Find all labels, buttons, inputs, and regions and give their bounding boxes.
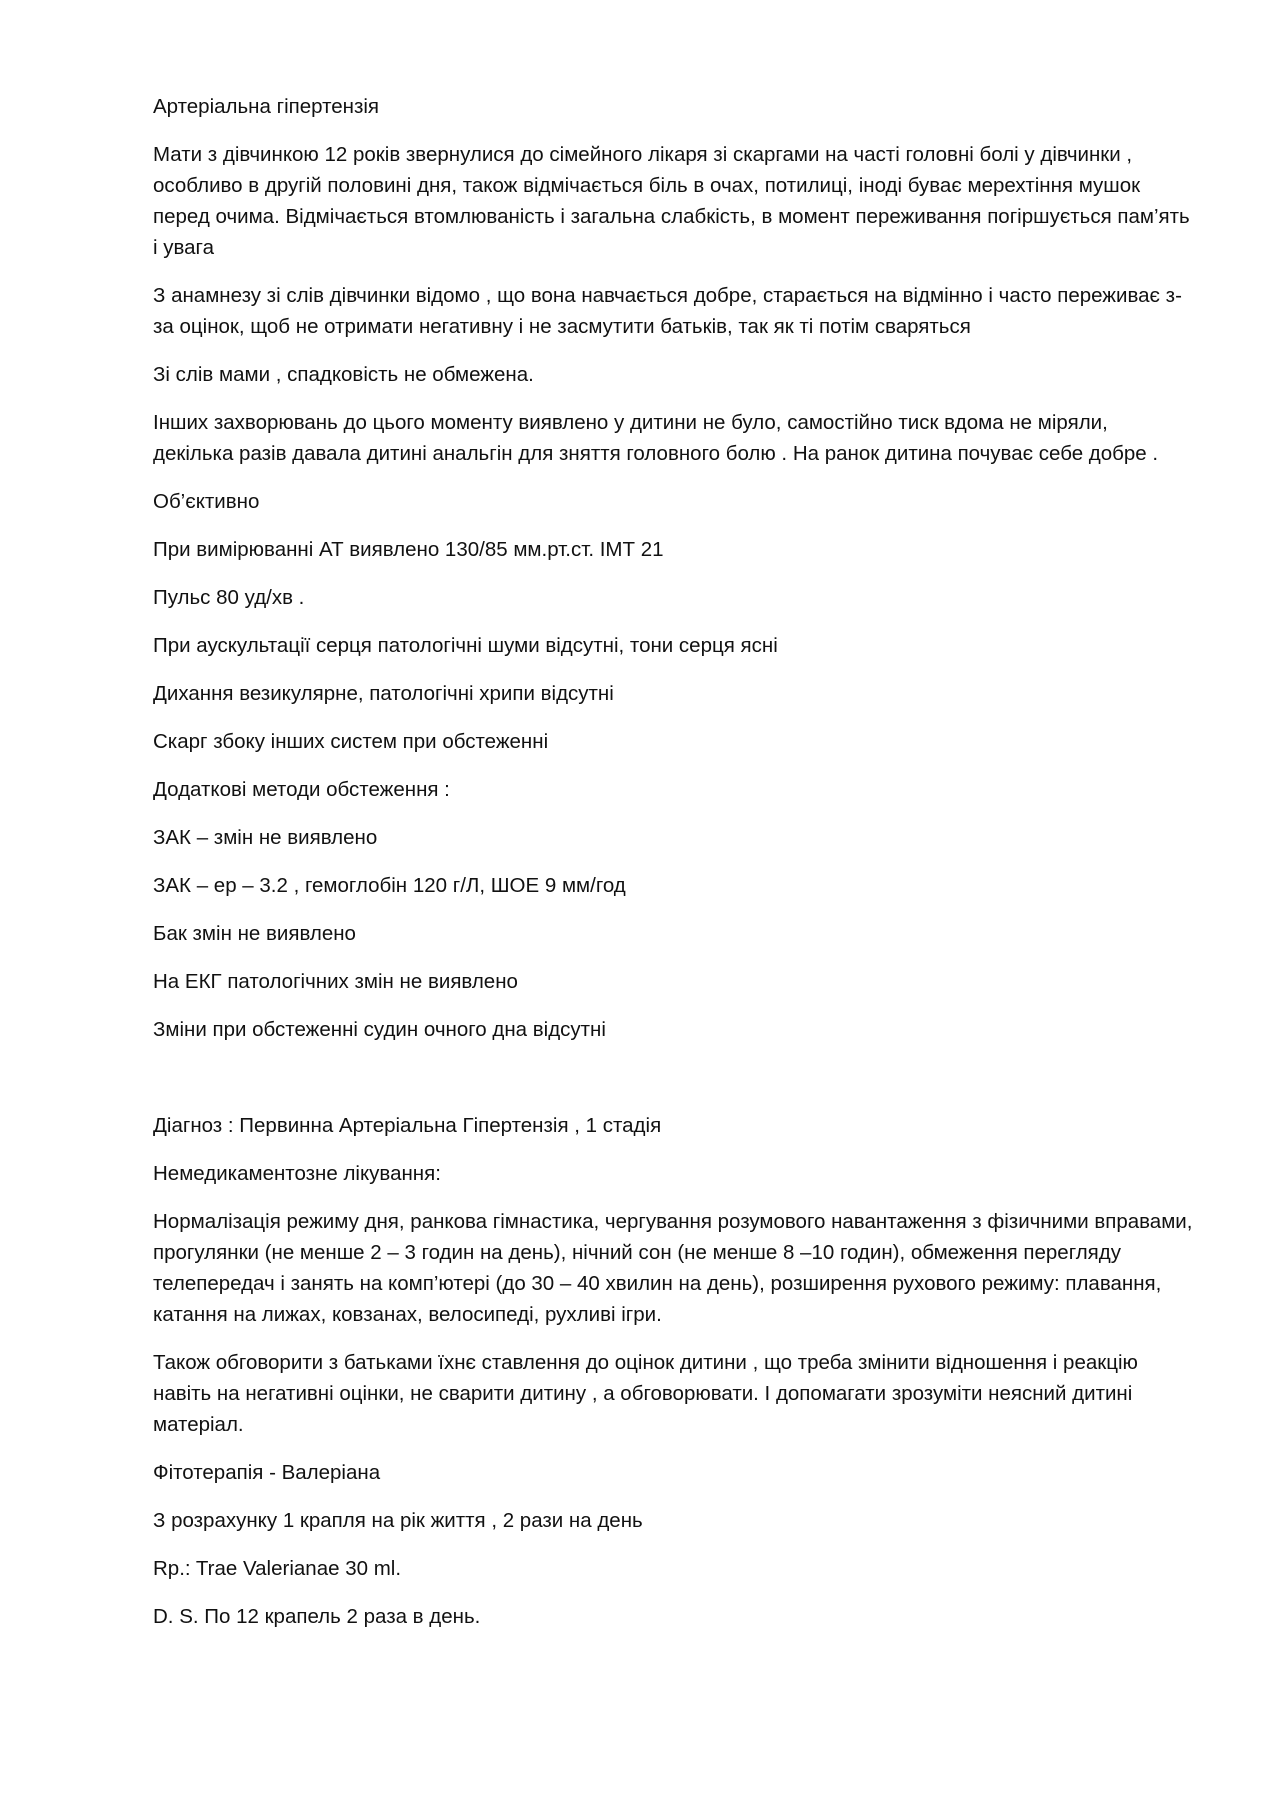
additional-line: ЗАК – ер – 3.2 , гемоглобін 120 г/Л, ШОЕ 9 мм/год <box>153 874 626 897</box>
additional-line: Зміни при обстеженні судин очного дна відсутні <box>153 1018 606 1041</box>
prescription-rp-line: Rp.: Trae Valerianae 30 ml. <box>153 1557 402 1580</box>
objective-heading: Об’єктивно <box>153 490 260 513</box>
parents-paragraph: Також обговорити з батьками їхнє ставлення до оцінок дитини , що треба змінити відношення і реакцію навіть на негативні оцінки, не сварити дитину , а обговорювати. І допомагати зрозуміти неясний дитині матеріал. <box>153 1351 1138 1436</box>
prescription-ds-line: D. S. По 12 крапель 2 раза в день. <box>153 1605 481 1628</box>
nondrug-paragraph: Нормалізація режиму дня, ранкова гімнастика, чергування розумового навантаження з фізичними вправами, прогулянки (не менше 2 – 3 годин на день), нічний сон (не менше 8 –10 годин), обмеження перегляду телепередач і занять на комп’ютері (до 30 – 40 хвилин на день), розширення рухового режиму: плавання, катання на лижах, ковзанах, велосипеді, рухливі ігри. <box>153 1210 1193 1326</box>
additional-heading: Додаткові методи обстеження : <box>153 778 450 801</box>
document-body <box>153 91 1193 1649</box>
blank-line <box>153 1062 1193 1110</box>
objective-line: Скарг збоку інших систем при обстеженні <box>153 730 549 753</box>
phytotherapy-line: Фітотерапія - Валеріана <box>153 1461 381 1484</box>
heredity-paragraph: Зі слів мами , спадковість не обмежена. <box>153 363 534 386</box>
additional-line: ЗАК – змін не виявлено <box>153 826 378 849</box>
diagnosis-line: Діагноз : Первинна Артеріальна Гіпертензія , 1 стадія <box>153 1114 662 1137</box>
document-title: Артеріальна гіпертензія <box>153 95 380 118</box>
objective-line: При вимірюванні АТ виявлено 130/85 мм.рт.ст. ІМТ 21 <box>153 538 664 561</box>
nondrug-heading: Немедикаментозне лікування: <box>153 1162 441 1185</box>
dosage-line: З розрахунку 1 крапля на рік життя , 2 рази на день <box>153 1509 643 1532</box>
additional-line: На ЕКГ патологічних змін не виявлено <box>153 970 518 993</box>
objective-line: Пульс 80 уд/хв . <box>153 586 305 609</box>
objective-line: При аускультації серця патологічні шуми відсутні, тони серця ясні <box>153 634 778 657</box>
objective-line: Дихання везикулярне, патологічні хрипи відсутні <box>153 682 614 705</box>
anamnesis-paragraph: З анамнезу зі слів дівчинки відомо , що вона навчається добре, старається на відмінно і часто переживає з-за оцінок, щоб не отримати негативну і не засмутити батьків, так як ті потім сваряться <box>153 284 1182 338</box>
complaints-paragraph: Мати з дівчинкою 12 років звернулися до сімейного лікаря зі скаргами на часті головні болі у дівчинки , особливо в другій половині дня, також відмічається біль в очах, потилиці, іноді буває мерехтіння мушок перед очима. Відмічається втомлюваність і загальна слабкість, в момент переживання погіршується пам’ять і увага <box>153 143 1190 259</box>
other-diseases-paragraph: Інших захворювань до цього моменту виявлено у дитини не було, самостійно тиск вдома не міряли, декілька разів давала дитині анальгін для зняття головного болю . На ранок дитина почуває себе добре . <box>153 411 1159 465</box>
additional-line: Бак змін не виявлено <box>153 922 356 945</box>
